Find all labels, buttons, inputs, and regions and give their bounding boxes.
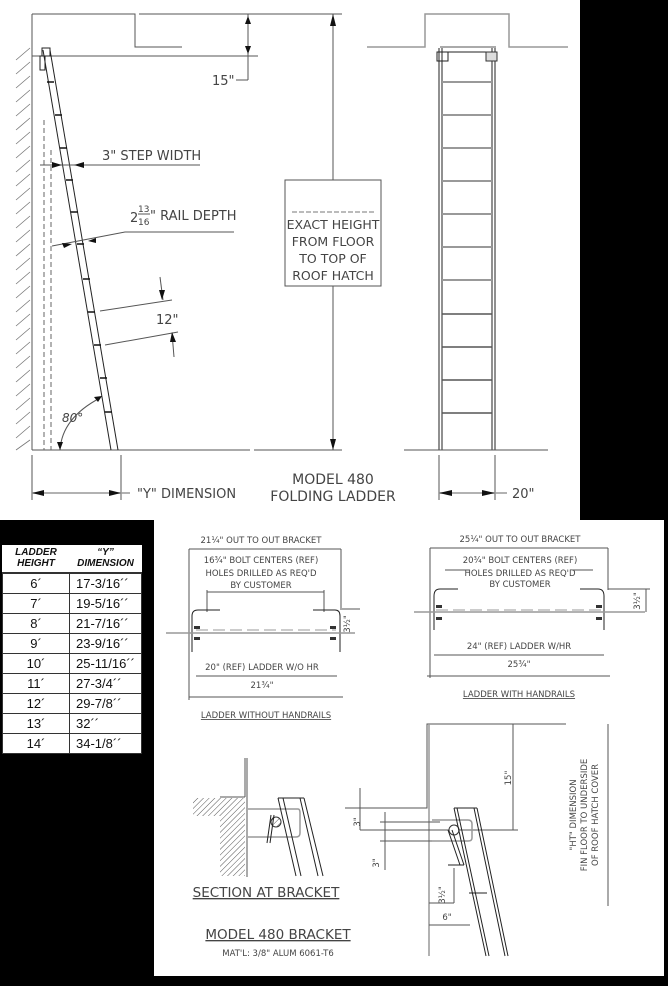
cell-y: 17-3/16´´ [70,573,142,594]
cell-y: 27-3/4´´ [70,674,142,694]
note-line-2: FROM FLOOR [291,234,375,249]
rail-depth-whole: 2 [130,211,139,226]
section-material: MAT'L: 3/8" ALUM 6061-T6 [222,949,334,959]
cell-y: 25-11/16´´ [70,654,142,674]
elevation-panel [0,0,580,520]
nohr-bolt-centers: 16¾" BOLT CENTERS (REF) [203,556,319,566]
hr-side-dim: 3½" [633,592,643,610]
rail-depth-num: 13 [138,205,150,215]
note-line-3: TO TOP OF [299,251,367,266]
rail-depth-label: " RAIL DEPTH [150,209,237,224]
ht-line-1: "HT" DIMENSION [569,779,579,851]
table-row [3,614,142,634]
cell-height: 12´ [3,694,70,714]
nohr-out-to-out: 21¼" OUT TO OUT BRACKET [200,536,322,546]
detail-dim-6: 6" [442,913,452,923]
title-model: MODEL 480 [292,472,374,488]
nohr-ladder-ref: 20" (REF) LADDER W/O HR [205,663,319,673]
step-width-label: 3" STEP WIDTH [102,149,202,164]
hr-bolt-centers: 20¾" BOLT CENTERS (REF) [462,556,578,566]
hr-customer: BY CUSTOMER [489,580,551,590]
cell-y: 19-5/16´´ [70,594,142,614]
table-row [3,594,142,614]
detail-dim-3a: 3" [353,817,363,827]
cell-height: 14´ [3,734,70,754]
note-line-1: EXACT HEIGHT [286,217,380,232]
cell-height: 11´ [3,674,70,694]
ht-line-2: FIN FLOOR TO UNDERSIDE [580,758,590,872]
nohr-customer: BY CUSTOMER [230,581,292,591]
header-ladder-height: LADDER HEIGHT [15,547,57,569]
detail-dim-15: 15" [504,770,514,786]
nohr-overall: 21¾" [250,681,274,691]
nohr-side-dim: 3½" [343,615,353,633]
y-dimension-table [2,545,142,754]
cell-height: 6´ [3,573,70,594]
table-row [3,694,142,714]
cell-height: 8´ [3,614,70,634]
nohr-holes: HOLES DRILLED AS REQ'D [205,569,317,579]
title-ladder: FOLDING LADDER [270,489,396,505]
nohr-caption: LADDER WITHOUT HANDRAILS [200,711,332,721]
rail-depth-den: 16 [138,218,150,228]
front-width-label: 20" [512,487,535,502]
angle-label: 80° [62,411,84,425]
table-row [3,654,142,674]
section-caption: SECTION AT BRACKET [192,885,340,901]
ht-line-3: OF ROOF HATCH COVER [591,764,601,866]
hr-out-to-out: 25¼" OUT TO OUT BRACKET [459,535,581,545]
cell-y: 34-1/8´´ [70,734,142,754]
cell-y: 23-9/16´´ [70,634,142,654]
section-model: MODEL 480 BRACKET [205,927,351,943]
table-row [3,734,142,754]
table-row [3,634,142,654]
table-row [3,573,142,594]
y-dimension-label: "Y" DIMENSION [137,487,237,502]
cell-y: 21-7/16´´ [70,614,142,634]
hr-overall: 25¾" [507,660,531,670]
table-header [3,545,142,573]
hr-ladder-ref: 24" (REF) LADDER W/HR [466,642,572,652]
detail-dim-3b: 3" [372,858,382,868]
cell-y: 29-7/8´´ [70,694,142,714]
hr-holes: HOLES DRILLED AS REQ'D [464,569,576,579]
note-line-4: ROOF HATCH [292,268,374,283]
table-row [3,674,142,694]
cell-height: 13´ [3,714,70,734]
header-y-dimension: “Y” DIMENSION [77,547,134,569]
dim-15-label: 15" [212,74,235,89]
hr-caption: LADDER WITH HANDRAILS [462,690,576,700]
cell-height: 10´ [3,654,70,674]
cell-y: 32´´ [70,714,142,734]
table-row [3,714,142,734]
cell-height: 9´ [3,634,70,654]
rung-spacing-label: 12" [156,313,179,328]
cell-height: 7´ [3,594,70,614]
detail-dim-small: 3½" [438,886,448,904]
